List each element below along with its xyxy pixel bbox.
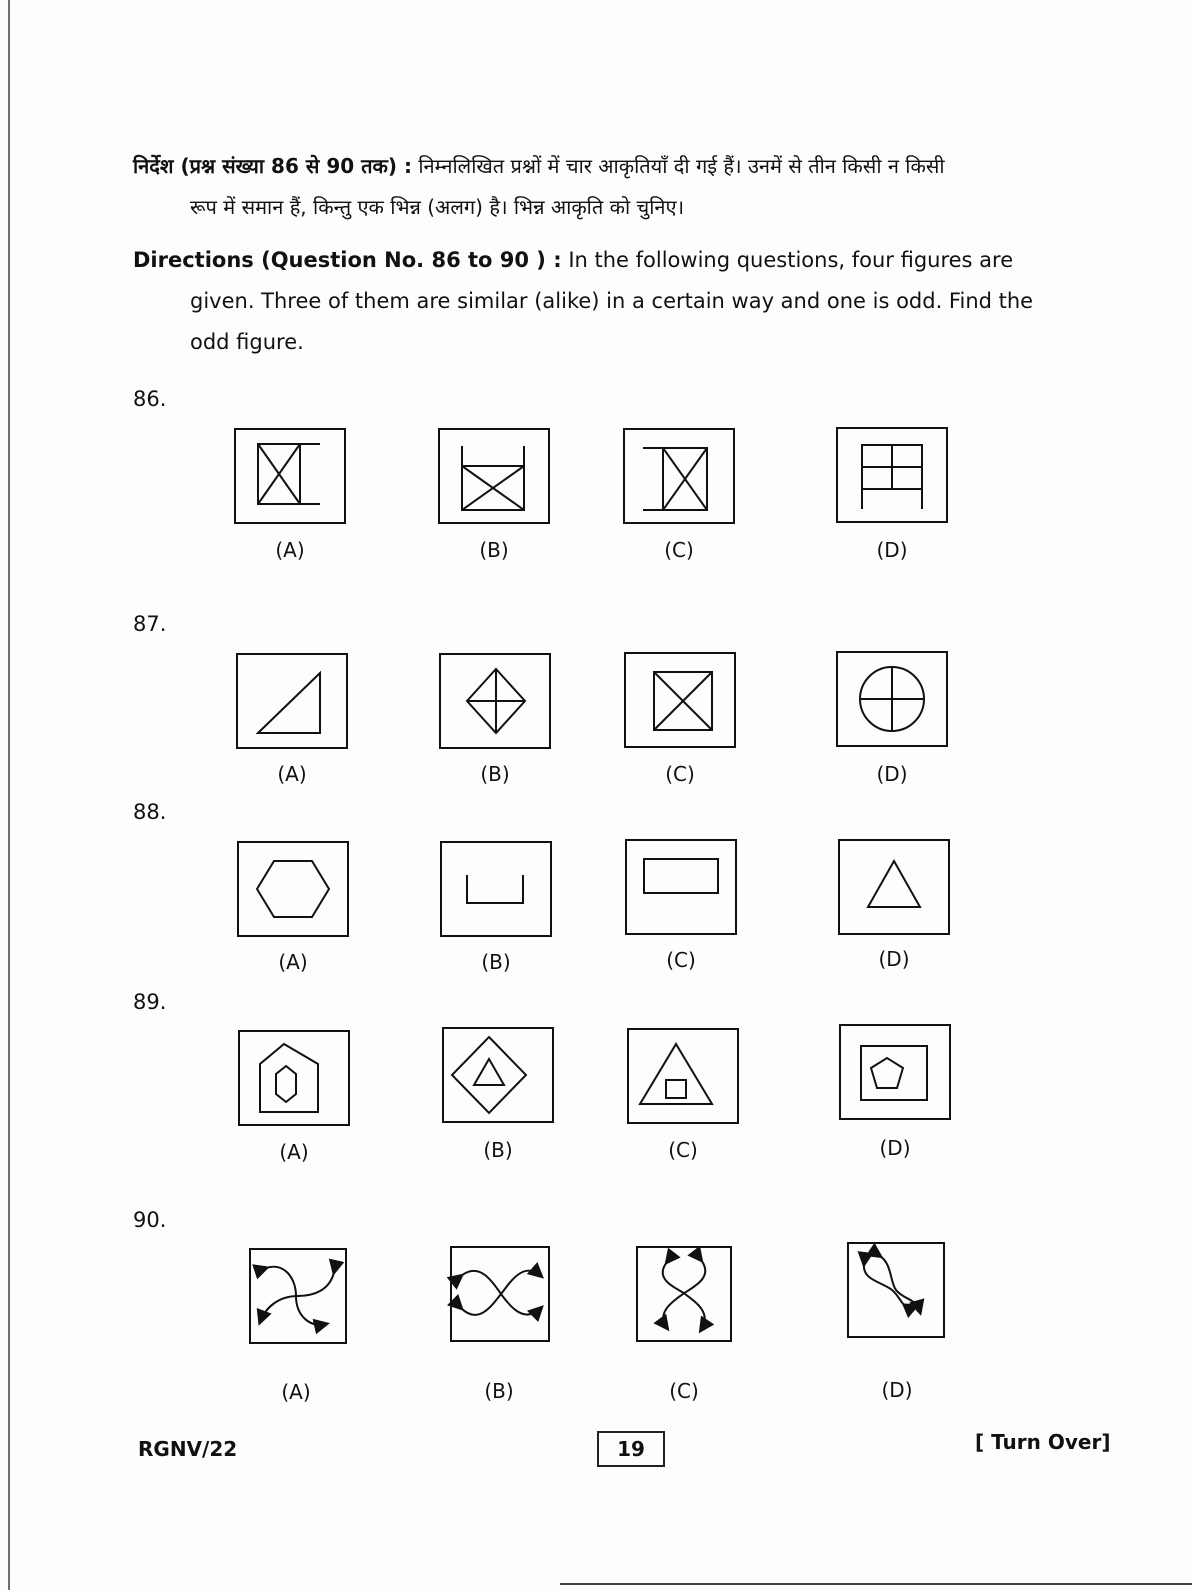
page-number: 19 xyxy=(597,1431,665,1467)
q89-figure-c xyxy=(627,1028,739,1124)
hindi-directions xyxy=(133,146,1123,228)
q89-option-c[interactable]: (C) xyxy=(668,1138,698,1162)
english-directions xyxy=(133,240,1123,363)
q86-figure-d xyxy=(836,427,948,523)
q87-option-c[interactable]: (C) xyxy=(665,762,695,786)
q88-option-b[interactable]: (B) xyxy=(481,950,511,974)
directions-lead: Directions (Question No. 86 to 90 ) : xyxy=(133,248,562,272)
directions-line3: odd figure. xyxy=(190,330,304,354)
q86-option-c[interactable]: (C) xyxy=(664,538,694,562)
q86-option-d[interactable]: (D) xyxy=(876,538,908,562)
q86-option-b[interactable]: (B) xyxy=(479,538,509,562)
q90-figure-c xyxy=(633,1246,745,1342)
q87-figure-b xyxy=(439,653,551,749)
q89-figure-a xyxy=(238,1030,350,1126)
q86-figure-c xyxy=(623,428,735,524)
q89-option-b[interactable]: (B) xyxy=(483,1138,513,1162)
q87-option-b[interactable]: (B) xyxy=(480,762,510,786)
paper-code: RGNV/22 xyxy=(138,1437,238,1461)
hindi-directions-line2: रूप में समान हैं, किन्तु एक भिन्न (अलग) है। भिन्न आकृति को चुनिए। xyxy=(190,195,685,219)
q88-figure-a xyxy=(237,841,349,937)
q90-figure-a xyxy=(244,1248,356,1344)
q90-option-b[interactable]: (B) xyxy=(484,1379,514,1403)
q90-option-c[interactable]: (C) xyxy=(669,1379,699,1403)
q90-figure-b xyxy=(447,1246,559,1342)
q90-option-d[interactable]: (D) xyxy=(881,1378,913,1402)
q90-figure-d xyxy=(846,1242,958,1338)
q86-figure-a xyxy=(234,428,346,524)
q87-figure-c xyxy=(624,652,736,748)
q89-figure-b xyxy=(442,1027,554,1123)
question-88-number: 88. xyxy=(133,800,167,824)
page-margin-line xyxy=(8,0,10,1590)
q88-option-c[interactable]: (C) xyxy=(666,948,696,972)
q89-figure-d xyxy=(839,1024,951,1120)
question-87-number: 87. xyxy=(133,612,167,636)
bottom-rule xyxy=(560,1583,1192,1585)
q90-option-a[interactable]: (A) xyxy=(281,1380,311,1404)
q88-figure-b xyxy=(440,841,552,937)
q88-option-d[interactable]: (D) xyxy=(878,947,910,971)
question-89-number: 89. xyxy=(133,990,167,1014)
directions-line1: In the following questions, four figures are xyxy=(568,248,1014,272)
question-90-number: 90. xyxy=(133,1208,167,1232)
q89-option-a[interactable]: (A) xyxy=(279,1140,309,1164)
q87-figure-a xyxy=(236,653,348,749)
directions-line2: given. Three of them are similar (alike) in a certain way and one is odd. Find the xyxy=(190,289,1034,313)
q88-figure-d xyxy=(838,839,950,935)
turn-over-note: [ Turn Over] xyxy=(975,1430,1111,1454)
hindi-directions-lead: निर्देश (प्रश्न संख्या 86 से 90 तक) : xyxy=(133,154,412,178)
q88-option-a[interactable]: (A) xyxy=(278,950,308,974)
q86-figure-b xyxy=(438,428,550,524)
hindi-directions-line1: निम्नलिखित प्रश्नों में चार आकृतियाँ दी गई हैं। उनमें से तीन किसी न किसी xyxy=(418,154,945,178)
q86-option-a[interactable]: (A) xyxy=(275,538,305,562)
q87-option-a[interactable]: (A) xyxy=(277,762,307,786)
q89-option-d[interactable]: (D) xyxy=(879,1136,911,1160)
q87-option-d[interactable]: (D) xyxy=(876,762,908,786)
q87-figure-d xyxy=(836,651,948,747)
q88-figure-c xyxy=(625,839,737,935)
question-86-number: 86. xyxy=(133,387,167,411)
